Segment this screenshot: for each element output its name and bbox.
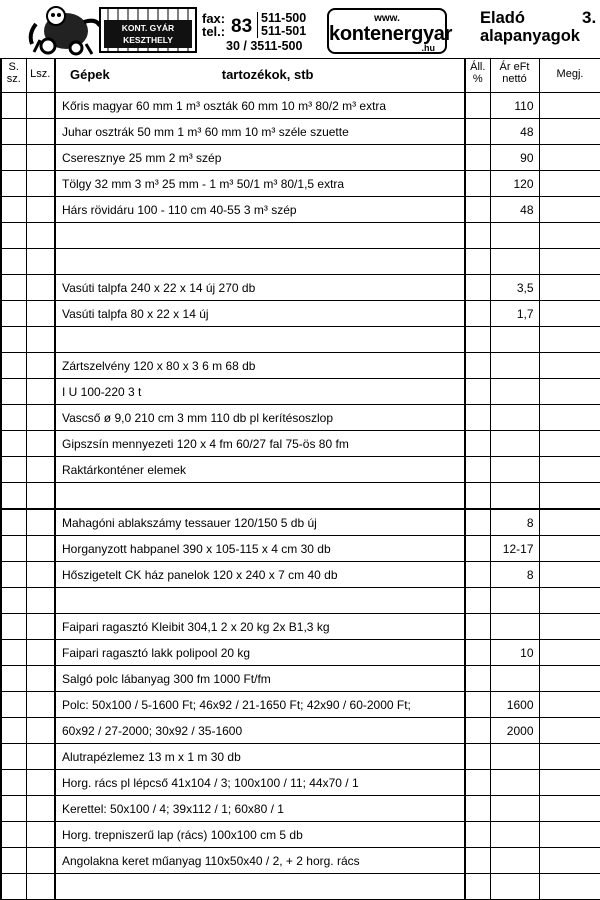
cell-allapot — [465, 640, 490, 666]
cell-lsz — [26, 431, 55, 457]
cell-s-sz — [1, 197, 26, 223]
title-line-1: Eladó — [480, 9, 580, 27]
cell-price: 2000 — [490, 718, 539, 744]
cell-megjegyzes — [539, 770, 600, 796]
cell-s-sz — [1, 223, 26, 249]
table-row — [1, 509, 600, 536]
cell-s-sz — [1, 666, 26, 692]
table-row — [1, 327, 600, 353]
cell-allapot — [465, 614, 490, 640]
cell-megjegyzes — [539, 509, 600, 536]
cell-allapot — [465, 796, 490, 822]
table-row — [1, 379, 600, 405]
cell-lsz — [26, 509, 55, 536]
logo-line-1: KONT. GYÁR — [104, 22, 192, 34]
cell-s-sz — [1, 588, 26, 614]
cell-price — [490, 223, 539, 249]
cell-s-sz — [1, 536, 26, 562]
cell-price: 10 — [490, 640, 539, 666]
materials-table — [0, 58, 600, 900]
cell-description: Horg. trepniszerű lap (rács) 100x100 cm 5 db — [55, 822, 465, 848]
cell-price: 1600 — [490, 692, 539, 718]
header-tartozekok-label: tartozékok, stb — [222, 67, 314, 82]
cell-s-sz — [1, 327, 26, 353]
cell-description: Gipszsín mennyezeti 120 x 4 fm 60/27 fal 75-ös 80 fm — [55, 431, 465, 457]
header-all-line1: Áll. — [466, 61, 490, 73]
cell-s-sz — [1, 93, 26, 119]
cell-s-sz — [1, 692, 26, 718]
mobile-number: 30 / 3511-500 — [226, 39, 302, 53]
table-row — [1, 718, 600, 744]
cell-price — [490, 666, 539, 692]
cell-megjegyzes — [539, 562, 600, 588]
cell-price — [490, 327, 539, 353]
cell-lsz — [26, 301, 55, 327]
cell-allapot — [465, 822, 490, 848]
cell-description: Juhar osztrák 50 mm 1 m³ 60 mm 10 m³ széle szuette — [55, 119, 465, 145]
cell-allapot — [465, 171, 490, 197]
table-row — [1, 93, 600, 119]
cell-megjegyzes — [539, 744, 600, 770]
cell-description — [55, 223, 465, 249]
cell-description: Salgó polc lábanyag 300 fm 1000 Ft/fm — [55, 666, 465, 692]
cell-s-sz — [1, 145, 26, 171]
cell-megjegyzes — [539, 457, 600, 483]
cell-lsz — [26, 692, 55, 718]
cell-price — [490, 770, 539, 796]
cell-s-sz — [1, 822, 26, 848]
cell-description: Angolakna keret műanyag 110x50x40 / 2, + 2 horg. rács — [55, 848, 465, 874]
website-prefix: www. — [329, 13, 445, 24]
cell-s-sz — [1, 301, 26, 327]
cell-allapot — [465, 718, 490, 744]
cell-s-sz — [1, 483, 26, 510]
cell-lsz — [26, 119, 55, 145]
cell-allapot — [465, 249, 490, 275]
cell-megjegyzes — [539, 145, 600, 171]
cell-price — [490, 379, 539, 405]
cell-allapot — [465, 874, 490, 900]
cell-lsz — [26, 822, 55, 848]
cell-allapot — [465, 379, 490, 405]
cell-s-sz — [1, 119, 26, 145]
cell-megjegyzes — [539, 301, 600, 327]
cell-description: 60x92 / 27-2000; 30x92 / 35-1600 — [55, 718, 465, 744]
table-row — [1, 588, 600, 614]
cell-price: 90 — [490, 145, 539, 171]
cell-lsz — [26, 223, 55, 249]
cell-megjegyzes — [539, 275, 600, 301]
cell-s-sz — [1, 509, 26, 536]
table-row — [1, 848, 600, 874]
cell-megjegyzes — [539, 223, 600, 249]
cell-description: Tölgy 32 mm 3 m³ 25 mm - 1 m³ 50/1 m³ 80/1,5 extra — [55, 171, 465, 197]
cell-s-sz — [1, 640, 26, 666]
table-row — [1, 119, 600, 145]
cell-description — [55, 588, 465, 614]
cell-description: Mahagóni ablakszámy tessauer 120/150 5 db új — [55, 509, 465, 536]
cell-lsz — [26, 275, 55, 301]
cell-lsz — [26, 588, 55, 614]
cell-price: 48 — [490, 197, 539, 223]
cell-price — [490, 848, 539, 874]
cell-price: 120 — [490, 171, 539, 197]
cell-s-sz — [1, 614, 26, 640]
header-megj-label: Megj. — [540, 59, 600, 80]
cell-s-sz — [1, 770, 26, 796]
table-row — [1, 353, 600, 379]
cell-allapot — [465, 197, 490, 223]
cell-s-sz — [1, 744, 26, 770]
header-s-sz-line1: S. — [2, 61, 26, 73]
cell-price — [490, 822, 539, 848]
table-row — [1, 301, 600, 327]
cell-description: Horganyzott habpanel 390 x 105-115 x 4 cm 30 db — [55, 536, 465, 562]
area-code: 83 — [231, 16, 252, 38]
cell-price — [490, 874, 539, 900]
cell-allapot — [465, 353, 490, 379]
cell-s-sz — [1, 796, 26, 822]
cell-lsz — [26, 848, 55, 874]
table-row — [1, 171, 600, 197]
cell-megjegyzes — [539, 197, 600, 223]
cell-megjegyzes — [539, 874, 600, 900]
cell-price — [490, 796, 539, 822]
website-box — [327, 8, 447, 54]
cell-s-sz — [1, 275, 26, 301]
table-row — [1, 483, 600, 510]
company-logo — [26, 4, 198, 56]
cell-lsz — [26, 353, 55, 379]
cell-lsz — [26, 562, 55, 588]
tel-number: 511-501 — [261, 25, 306, 38]
tel-label: tel.: — [202, 25, 225, 38]
cell-price: 3,5 — [490, 275, 539, 301]
cell-allapot — [465, 223, 490, 249]
cell-lsz — [26, 796, 55, 822]
cell-description: I U 100-220 3 t — [55, 379, 465, 405]
cell-allapot — [465, 93, 490, 119]
cell-megjegyzes — [539, 692, 600, 718]
cell-lsz — [26, 744, 55, 770]
cell-allapot — [465, 327, 490, 353]
cell-megjegyzes — [539, 353, 600, 379]
cell-price — [490, 588, 539, 614]
cell-description: Hárs rövidáru 100 - 110 cm 40-55 3 m³ szép — [55, 197, 465, 223]
cell-description: Zártszelvény 120 x 80 x 3 6 m 68 db — [55, 353, 465, 379]
cell-allapot — [465, 405, 490, 431]
cell-description — [55, 483, 465, 510]
table-row — [1, 145, 600, 171]
header-lsz-label: Lsz. — [27, 59, 55, 80]
cell-allapot — [465, 431, 490, 457]
cell-description: Horg. rács pl lépcső 41x104 / 3; 100x100 / 11; 44x70 / 1 — [55, 770, 465, 796]
cell-description: Faipari ragasztó Kleibit 304,1 2 x 20 kg 2x B1,3 kg — [55, 614, 465, 640]
table-row — [1, 562, 600, 588]
cell-megjegyzes — [539, 431, 600, 457]
header-ar-line2: nettó — [491, 73, 539, 85]
fax-number: 511-500 — [261, 12, 306, 25]
cell-price — [490, 614, 539, 640]
table-row — [1, 223, 600, 249]
cell-s-sz — [1, 171, 26, 197]
cell-s-sz — [1, 848, 26, 874]
cell-allapot — [465, 536, 490, 562]
cell-price — [490, 405, 539, 431]
cell-megjegyzes — [539, 327, 600, 353]
header-gepek-label: Gépek — [56, 67, 110, 82]
table-row — [1, 614, 600, 640]
cell-description: Faipari ragasztó lakk polipool 20 kg — [55, 640, 465, 666]
cell-megjegyzes — [539, 483, 600, 510]
logo-text — [104, 20, 192, 48]
header-all-line2: % — [466, 73, 490, 85]
cell-allapot — [465, 562, 490, 588]
cell-allapot — [465, 483, 490, 510]
cell-s-sz — [1, 874, 26, 900]
cell-megjegyzes — [539, 536, 600, 562]
cell-price: 8 — [490, 509, 539, 536]
cell-megjegyzes — [539, 588, 600, 614]
cell-megjegyzes — [539, 640, 600, 666]
table-row — [1, 770, 600, 796]
cell-price — [490, 249, 539, 275]
table-row — [1, 405, 600, 431]
cell-description: Raktárkonténer elemek — [55, 457, 465, 483]
cell-allapot — [465, 666, 490, 692]
cell-lsz — [26, 718, 55, 744]
cell-lsz — [26, 640, 55, 666]
cell-lsz — [26, 405, 55, 431]
header-gepek — [55, 59, 465, 93]
cell-description: Kerettel: 50x100 / 4; 39x112 / 1; 60x80 / 1 — [55, 796, 465, 822]
cell-megjegyzes — [539, 796, 600, 822]
table-row — [1, 874, 600, 900]
cell-megjegyzes — [539, 614, 600, 640]
table-row — [1, 692, 600, 718]
cell-allapot — [465, 119, 490, 145]
logo-line-2: KESZTHELY — [104, 34, 192, 46]
cell-megjegyzes — [539, 249, 600, 275]
cell-lsz — [26, 93, 55, 119]
fax-label: fax: — [202, 12, 225, 25]
header-ar-line1: Ár eFt — [491, 61, 539, 73]
cell-megjegyzes — [539, 848, 600, 874]
cell-s-sz — [1, 249, 26, 275]
cell-price — [490, 353, 539, 379]
table-row — [1, 457, 600, 483]
cell-description — [55, 327, 465, 353]
cell-description: Polc: 50x100 / 5-1600 Ft; 46x92 / 21-1650 Ft; 42x90 / 60-2000 Ft; — [55, 692, 465, 718]
cell-description: Kőris magyar 60 mm 1 m³ oszták 60 mm 10 m³ 80/2 m³ extra — [55, 93, 465, 119]
cell-allapot — [465, 145, 490, 171]
cell-lsz — [26, 457, 55, 483]
cell-megjegyzes — [539, 822, 600, 848]
table-row — [1, 822, 600, 848]
table-header-row — [1, 59, 600, 93]
cell-description: Vascső ø 9,0 210 cm 3 mm 110 db pl kerítésoszlop — [55, 405, 465, 431]
cell-s-sz — [1, 353, 26, 379]
cell-allapot — [465, 509, 490, 536]
cell-description: Vasúti talpfa 80 x 22 x 14 új — [55, 301, 465, 327]
contact-labels — [202, 12, 225, 38]
cell-price: 8 — [490, 562, 539, 588]
cell-lsz — [26, 249, 55, 275]
cell-allapot — [465, 457, 490, 483]
cell-lsz — [26, 770, 55, 796]
header-megj — [539, 59, 600, 93]
header-all — [465, 59, 490, 93]
cell-megjegyzes — [539, 93, 600, 119]
table-row — [1, 249, 600, 275]
cell-allapot — [465, 588, 490, 614]
cell-price: 12-17 — [490, 536, 539, 562]
page-header — [0, 0, 600, 58]
cell-lsz — [26, 171, 55, 197]
table-row — [1, 796, 600, 822]
table-row — [1, 666, 600, 692]
cell-description: Vasúti talpfa 240 x 22 x 14 új 270 db — [55, 275, 465, 301]
cell-description: Hőszigetelt CK ház panelok 120 x 240 x 7 cm 40 db — [55, 562, 465, 588]
cell-lsz — [26, 614, 55, 640]
cell-description: Alutrapézlemez 13 m x 1 m 30 db — [55, 744, 465, 770]
website-name: kontenergyar — [329, 24, 445, 44]
title-line-2: alapanyagok — [480, 27, 580, 45]
cell-megjegyzes — [539, 718, 600, 744]
cell-s-sz — [1, 431, 26, 457]
cell-price: 48 — [490, 119, 539, 145]
cell-allapot — [465, 275, 490, 301]
cell-allapot — [465, 692, 490, 718]
cell-lsz — [26, 327, 55, 353]
cell-megjegyzes — [539, 379, 600, 405]
cell-price: 1,7 — [490, 301, 539, 327]
cell-lsz — [26, 379, 55, 405]
cell-price — [490, 457, 539, 483]
table-row — [1, 197, 600, 223]
cell-lsz — [26, 197, 55, 223]
header-ar — [490, 59, 539, 93]
table-row — [1, 431, 600, 457]
cell-description — [55, 249, 465, 275]
cell-megjegyzes — [539, 171, 600, 197]
table-row — [1, 536, 600, 562]
cell-price — [490, 744, 539, 770]
table-row — [1, 744, 600, 770]
cell-lsz — [26, 536, 55, 562]
cell-lsz — [26, 874, 55, 900]
cell-megjegyzes — [539, 666, 600, 692]
cell-allapot — [465, 848, 490, 874]
table-row — [1, 275, 600, 301]
cell-allapot — [465, 744, 490, 770]
cell-allapot — [465, 770, 490, 796]
cell-allapot — [465, 301, 490, 327]
cell-price: 110 — [490, 93, 539, 119]
website-suffix: .hu — [329, 44, 445, 53]
page-number: 3. — [582, 8, 596, 28]
cell-s-sz — [1, 379, 26, 405]
cell-s-sz — [1, 405, 26, 431]
cell-description — [55, 874, 465, 900]
cell-lsz — [26, 483, 55, 510]
header-s-sz — [1, 59, 26, 93]
cell-price — [490, 431, 539, 457]
contact-numbers — [257, 12, 306, 38]
cell-s-sz — [1, 718, 26, 744]
cell-megjegyzes — [539, 405, 600, 431]
page-title — [480, 9, 580, 45]
cell-megjegyzes — [539, 119, 600, 145]
header-lsz — [26, 59, 55, 93]
cell-s-sz — [1, 457, 26, 483]
table-row — [1, 640, 600, 666]
cell-s-sz — [1, 562, 26, 588]
cell-lsz — [26, 145, 55, 171]
cell-lsz — [26, 666, 55, 692]
header-s-sz-line2: sz. — [2, 73, 26, 85]
cell-description: Cseresznye 25 mm 2 m³ szép — [55, 145, 465, 171]
cell-price — [490, 483, 539, 510]
